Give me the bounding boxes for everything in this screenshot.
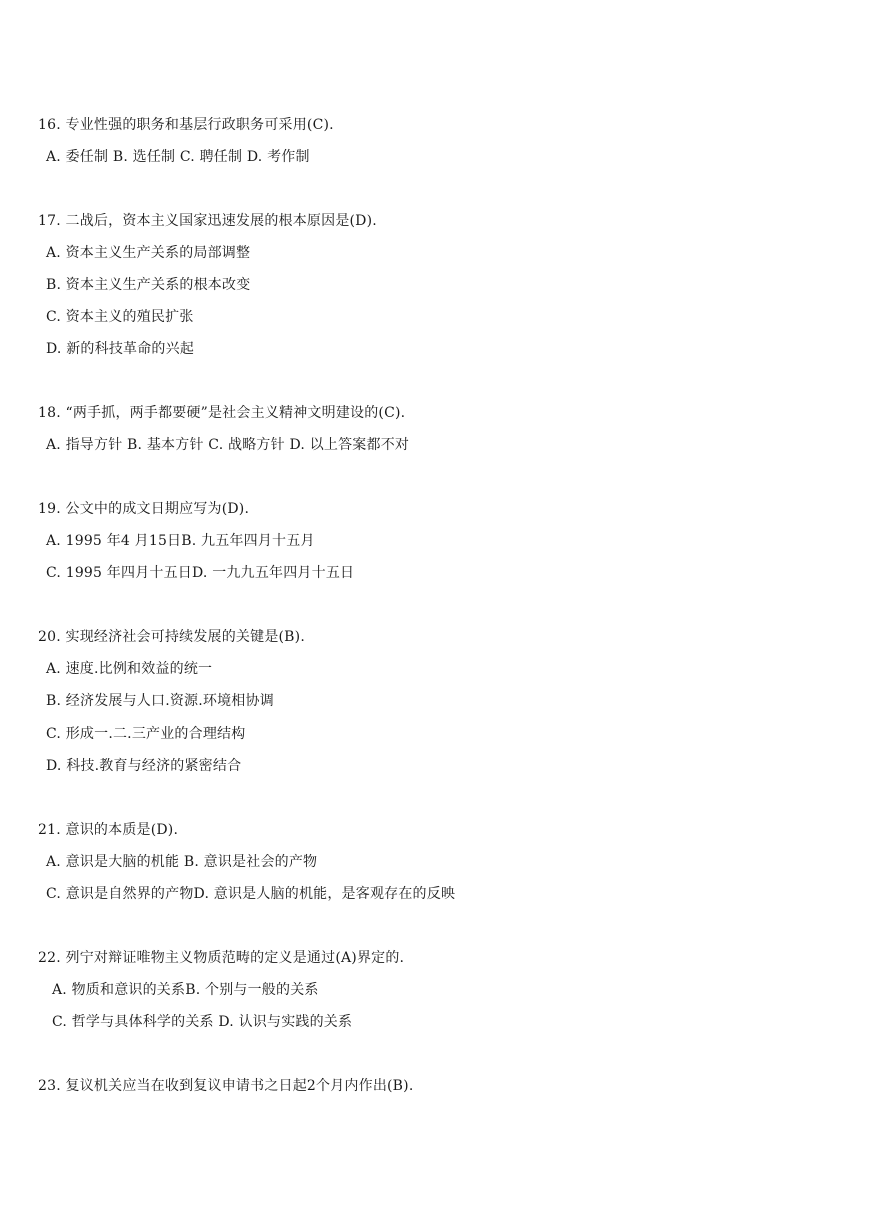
question-17-option-d: D. 新的科技革命的兴起	[46, 341, 195, 357]
question-22-options-cd: C. 哲学与具体科学的关系 D. 认识与实践的关系	[52, 1014, 353, 1030]
question-16-options: A. 委任制 B. 选任制 C. 聘任制 D. 考作制	[46, 149, 310, 165]
question-21-options-cd: C. 意识是自然界的产物D. 意识是人脑的机能，是客观存在的反映	[46, 886, 456, 902]
question-19-options-cd: C. 1995 年四月十五日D. 一九九五年四月十五日	[46, 565, 355, 581]
question-20-stem: 20. 实现经济社会可持续发展的关键是(B).	[38, 629, 305, 645]
question-22-options-ab: A. 物质和意识的关系B. 个别与一般的关系	[52, 982, 319, 998]
question-17-option-c: C. 资本主义的殖民扩张	[46, 309, 194, 325]
question-21-stem: 21. 意识的本质是(D).	[38, 822, 179, 838]
question-16-stem: 16. 专业性强的职务和基层行政职务可采用(C).	[38, 117, 334, 133]
question-21-options-ab: A. 意识是大脑的机能 B. 意识是社会的产物	[46, 854, 318, 870]
question-19-options-ab: A. 1995 年4 月15日B. 九五年四月十五月	[46, 533, 315, 549]
question-17-option-b: B. 资本主义生产关系的根本改变	[46, 277, 251, 293]
question-18-stem: 18. “两手抓，两手都要硬”是社会主义精神文明建设的(C).	[38, 405, 406, 421]
question-20-option-d: D. 科技.教育与经济的紧密结合	[46, 758, 242, 774]
question-22-stem: 22. 列宁对辩证唯物主义物质范畴的定义是通过(A)界定的.	[38, 950, 405, 966]
question-20-option-b: B. 经济发展与人口.资源.环境相协调	[46, 693, 274, 709]
question-20-option-c: C. 形成一.二.三产业的合理结构	[46, 726, 246, 742]
question-17-stem: 17. 二战后，资本主义国家迅速发展的根本原因是(D).	[38, 213, 377, 229]
question-23-stem: 23. 复议机关应当在收到复议申请书之日起2个月内作出(B).	[38, 1078, 414, 1094]
question-19-stem: 19. 公文中的成文日期应写为(D).	[38, 501, 250, 517]
question-20-option-a: A. 速度.比例和效益的统一	[46, 661, 213, 677]
question-18-options: A. 指导方针 B. 基本方针 C. 战略方针 D. 以上答案都不对	[46, 437, 410, 453]
question-17-option-a: A. 资本主义生产关系的局部调整	[46, 245, 251, 261]
